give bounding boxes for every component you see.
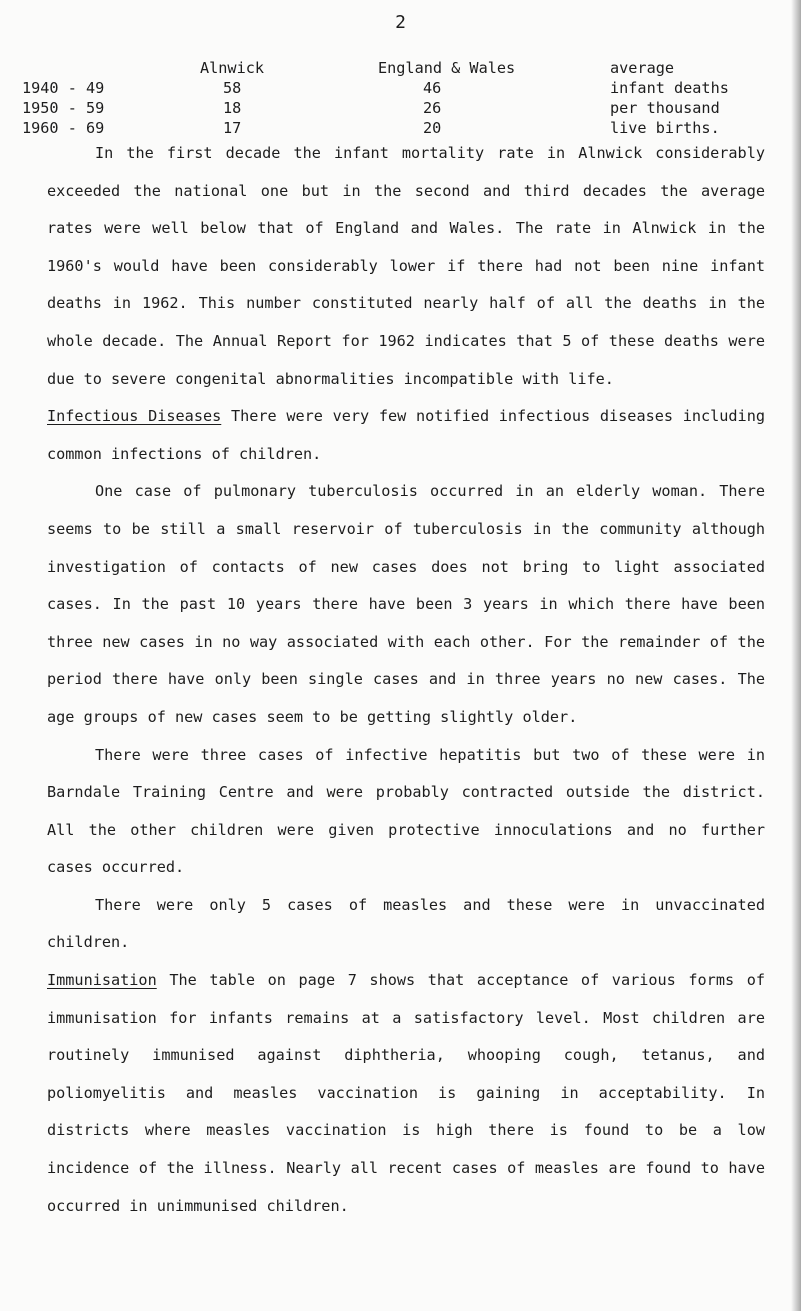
- table-cell: infant deaths: [610, 79, 729, 97]
- table-cell: 18: [223, 99, 242, 117]
- table-cell: 1960 - 69: [22, 119, 105, 137]
- table-cell: 46: [423, 79, 442, 97]
- paragraph-text: The table on page 7 shows that acceptance of various forms of immunisation for infants remains at a satisfactory level. Most children are routinely immunised against diphtheria, whooping cough, tetanus, and poliomyelitis and measles vaccination is gaining in acceptability. In districts where measles vaccination is high there is found to be a low incidence of the illness. Nearly all recent cases of measles are found to have occurred in unimmunised children.: [47, 971, 765, 1215]
- table-row: [22, 98, 782, 118]
- paragraph-infectious-diseases: [47, 398, 765, 473]
- paragraph-immunisation: [47, 962, 765, 1225]
- table-header-cell: Alnwick: [200, 59, 265, 77]
- paragraph-text: There were very few notified infectious diseases including common infections of children.: [47, 407, 765, 463]
- table-cell: 58: [223, 79, 242, 97]
- table-cell: 1940 - 49: [22, 79, 105, 97]
- table-cell: live births.: [610, 119, 720, 137]
- page-number: 2: [395, 12, 406, 33]
- report-body: [47, 135, 765, 1225]
- section-heading-infectious-diseases: Infectious Diseases: [47, 407, 222, 426]
- table-row: [22, 78, 782, 98]
- table-cell: 1950 - 59: [22, 99, 105, 117]
- paragraph-tuberculosis: One case of pulmonary tuberculosis occurred in an elderly woman. There seems to be still a small reservoir of tuberculosis in the community although investigation of contacts of new cases does not bring to light associated cases. In the past 10 years there have been 3 years in which there have been three new cases in no way associated with each other. For the remainder of the period there have only been single cases and in three years no new cases. The age groups of new cases seem to be getting slightly older.: [47, 482, 765, 726]
- table-cell: 20: [423, 119, 442, 137]
- table-header-cell: [22, 58, 200, 78]
- paragraph-hepatitis: There were three cases of infective hepatitis but two of these were in Barndale Training Centre and were probably contracted outside the district. All the other children were given protective innoculations and no further cases occurred.: [47, 745, 765, 877]
- table-cell: 17: [223, 119, 242, 137]
- table-cell: per thousand: [610, 99, 720, 117]
- paragraph-measles: There were only 5 cases of measles and these were in unvaccinated children.: [47, 895, 765, 952]
- table-cell: 26: [423, 99, 442, 117]
- table-header-row: [22, 58, 782, 78]
- paragraph-infant-mortality: In the first decade the infant mortality rate in Alnwick considerably exceeded the national one but in the second and third decades the average rates were well below that of England and Wales. The rate in Alnwick in the 1960's would have been considerably lower if there had not been nine infant deaths in 1962. This number constituted nearly half of all the deaths in the whole decade. The Annual Report for 1962 indicates that 5 of these deaths were due to severe congenital abnormalities incompatible with life.: [47, 144, 765, 388]
- page-edge-shadow: [791, 0, 801, 1311]
- section-heading-immunisation: Immunisation: [47, 971, 157, 990]
- table-header-cell: average: [610, 59, 675, 77]
- infant-mortality-table: [22, 58, 782, 138]
- table-header-cell: England & Wales: [378, 59, 516, 77]
